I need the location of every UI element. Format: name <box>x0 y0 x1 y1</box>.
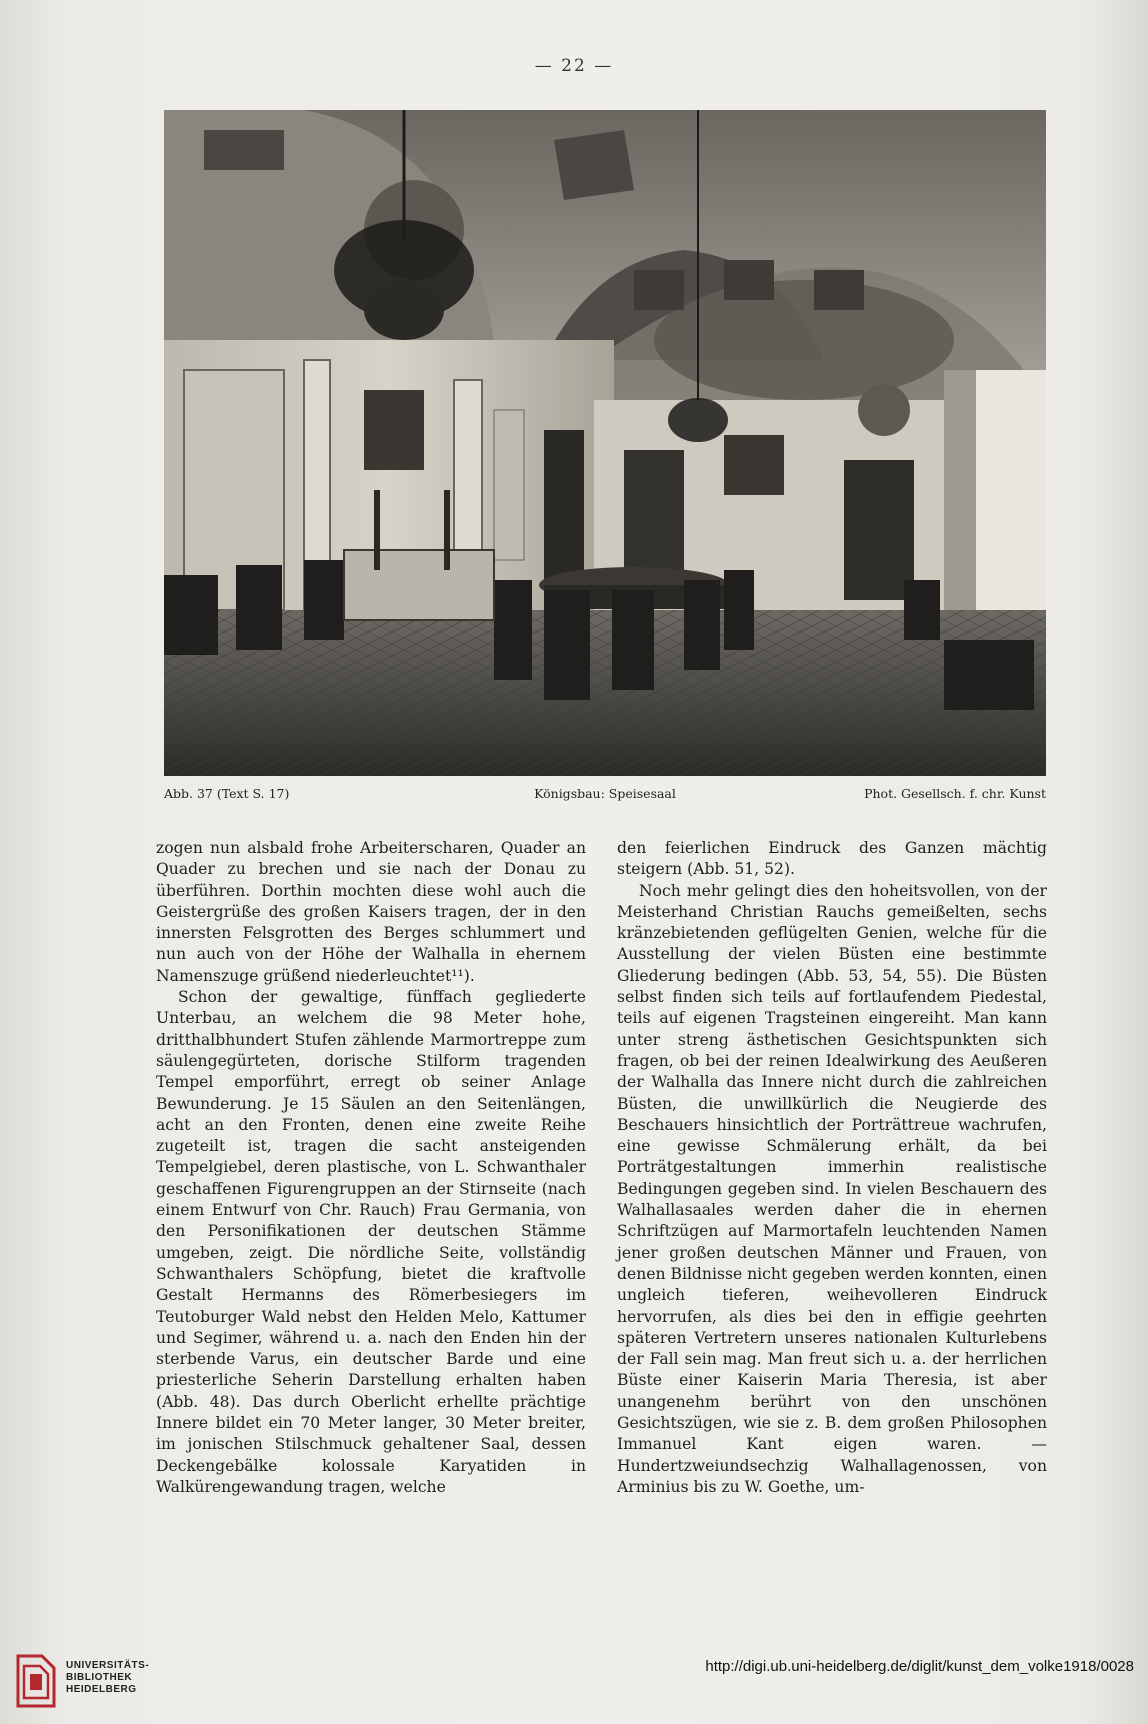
library-name <box>66 1660 149 1696</box>
library-line: HEIDELBERG <box>66 1684 137 1695</box>
university-library-logo-icon <box>14 1652 58 1710</box>
caption-figure-number: Abb. 37 (Text S. 17) <box>164 786 290 801</box>
paragraph: Schon der gewaltige, fünffach gegliederte Unterbau, an welchem die 98 Meter hohe, dritthalbhundert Stufen zählende Marmortreppe zum säulengegürteten, dorische Stilform tragenden Tempel emporführt, erregt ob seiner Anlage Bewunderung. Je 15 Säulen an den Seitenlängen, acht an den Fronten, denen eine zweite Reihe zugeteilt ist, tragen die sacht ansteigenden Tempelgiebel, deren plastische, von L. Schwanthaler geschaffenen Figurengruppen an der Stirnseite (nach einem Entwurf von Chr. Rauch) Frau Germania, von den Personifikationen der deutschen Stämme umgeben, zeigt. Die nördliche Seite, vollständig Schwanthalers Schöpfung, bietet die kraftvolle Gestalt Hermanns des Römerbesiegers im Teutoburger Wald nebst den Helden Melo, Kattumer und Segimer, während u. a. nach den Enden hin der sterbende Varus, ein deutscher Barde und eine priesterliche Seherin Darstellung erhalten haben (Abb. 48). Das durch Oberlicht erhellte prächtige Innere bildet ein 70 Meter langer, 30 Meter breiter, im jonischen Stilschmuck gehaltener Saal, dessen Deckengebälke kolossale Karyatiden in Walkürengewandung tragen, welche <box>156 988 586 1496</box>
dining-hall-photo <box>164 110 1046 776</box>
library-line: BIBLIOTHEK <box>66 1672 133 1683</box>
source-url-link[interactable]: http://digi.ub.uni-heidelberg.de/diglit/kunst_dem_volke1918/0028 <box>705 1658 1134 1675</box>
paragraph: zogen nun alsbald frohe Arbeiterscharen, Quader an Quader zu brechen und sie nach der Donau zu überführen. Dorthin mochten diese wohl auch die Geistergrüße des großen Kaisers tragen, der in den innersten Felsgrotten des Berges schlummert und nun auch von der Höhe der Walhalla in ehernem Namenszuge grüßend niederleuchtet¹¹). <box>156 839 586 985</box>
text-column-left <box>156 838 586 1498</box>
page-number: — 22 — <box>534 56 614 76</box>
photo-illustration <box>164 110 1046 776</box>
library-line: UNIVERSITÄTS- <box>66 1660 150 1671</box>
caption-credit: Phot. Gesellsch. f. chr. Kunst <box>864 786 1046 801</box>
footer-bar <box>0 1640 1148 1724</box>
figure-caption <box>164 786 1046 806</box>
paragraph: Noch mehr gelingt dies den hoheitsvollen, von der Meisterhand Christian Rauchs gemeißelten, sechs kränzebietenden geflügelten Genien, welche für die Ausstellung der vielen Büsten eine bestimmte Gliederung bedingen (Abb. 53, 54, 55). Die Büsten selbst finden sich teils auf fortlaufendem Piedestal, teils auf eigenen Tragsteinen eingereiht. Man kann unter streng ästhetischen Gesichtspunkten sich fragen, ob bei der reinen Idealwirkung des Aeußeren der Walhalla das Innere nicht durch die zahlreichen Büsten, die unwillkürlich die Neugierde des Beschauers hinsichtlich der Porträttreue wachrufen, eine gewisse Schmälerung erhält, da bei Porträtgestaltungen immerhin realistische Bedingungen gegeben sind. In vielen Beschauern des Walhallasaales werden daher die in ehernen Schriftzügen auf Marmortafeln leuchtenden Namen jener großen deutschen Männer und Frauen, von denen Bildnisse nicht gegeben werden konnten, einen ungleich tieferen, weihevolleren Eindruck hervorrufen, als dies bei den in effigie geehrten späteren Vertretern unseres nationalen Kulturlebens der Fall sein mag. Man freut sich u. a. der herrlichen Büste einer Kaiserin Maria Theresia, ist aber unangenehm berührt von den unschönen Gesichtszügen, wie sie z. B. dem großen Philosophen Immanuel Kant eigen waren. — Hundertzweiundsechzig Walhallagenossen, von Arminius bis zu W. Goethe, um- <box>617 881 1047 1496</box>
caption-title: Königsbau: Speisesaal <box>534 786 676 801</box>
text-column-right <box>617 838 1047 1498</box>
paragraph: den feierlichen Eindruck des Ganzen mächtig steigern (Abb. 51, 52). <box>617 839 1047 879</box>
